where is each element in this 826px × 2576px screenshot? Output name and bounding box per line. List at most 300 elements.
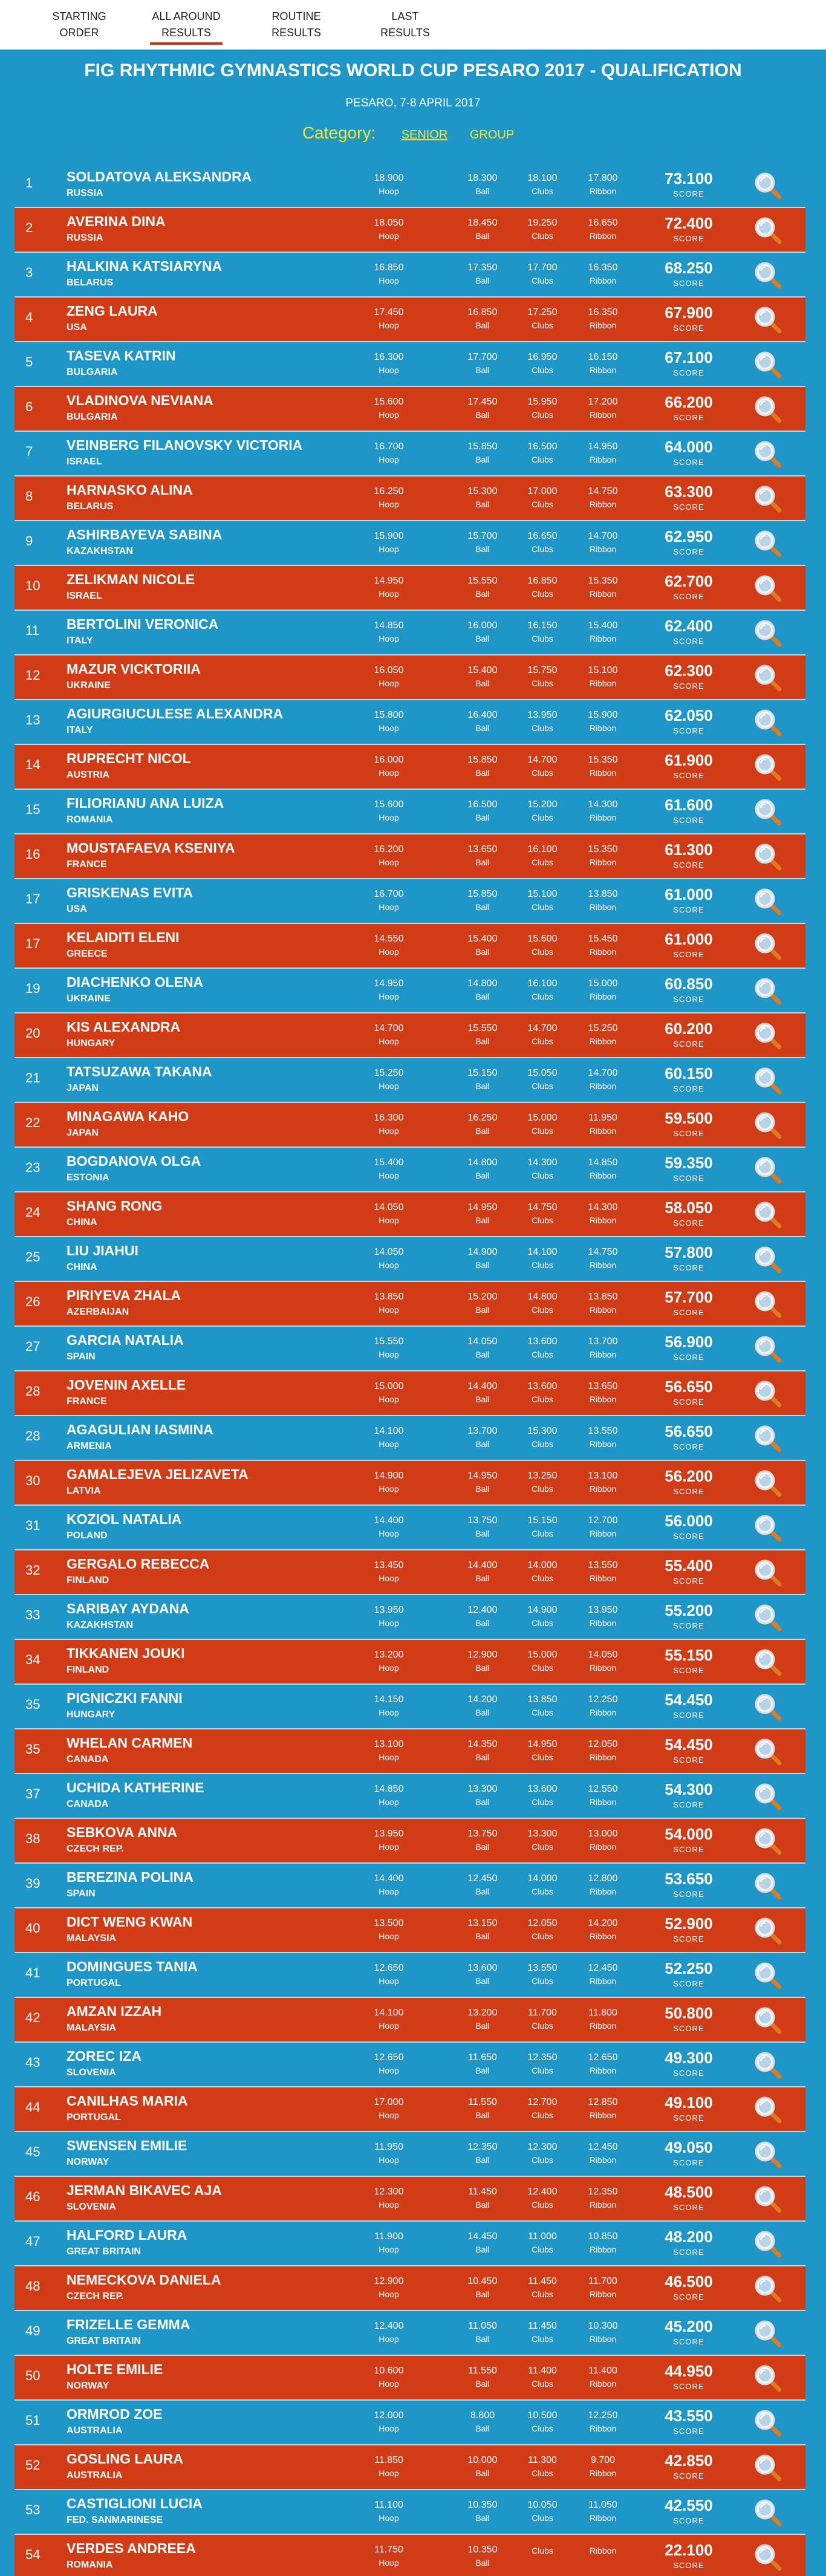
hoop-score: 12.650 [374,2052,404,2063]
hoop-label: Hoop [379,365,399,375]
detail-button[interactable] [753,2185,782,2214]
ribbon-label: Ribbon [589,2245,617,2254]
clubs-label: Clubs [532,2021,553,2031]
gymnast-name[interactable]: ZELIKMAN NICOLE [67,571,195,587]
category-group-link[interactable]: GROUP [469,128,515,141]
ribbon-label: Ribbon [589,410,617,420]
ball-score: 10.350 [467,2545,498,2555]
ribbon-score: 13.700 [588,1336,618,1347]
clubs-label: Clubs [532,276,553,285]
gymnast-name[interactable]: BOGDANOVA OLGA [67,1153,201,1169]
hoop-score: 14.850 [374,620,404,631]
ribbon-score: 15.400 [588,620,618,631]
ribbon-score-cell [576,2186,630,2211]
gymnast-name[interactable]: SARIBAY AYDANA [67,1601,189,1616]
detail-button[interactable] [753,395,782,424]
hoop-label: Hoop [379,410,399,420]
gymnast-name[interactable]: ZENG LAURA [67,303,158,319]
detail-button[interactable] [753,261,782,290]
gymnast-name[interactable]: JOVENIN AXELLE [67,1377,186,1393]
gymnast-name[interactable]: JERMAN BIKAVEC AJA [67,2182,222,2198]
hoop-score: 14.550 [374,934,404,944]
hoop-score-cell [362,1604,416,1630]
total-score: 67.900 [665,304,713,322]
gymnast-name[interactable]: GARCIA NATALIA [67,1332,184,1348]
detail-button[interactable] [753,350,782,379]
detail-button[interactable] [753,1200,782,1229]
clubs-score-cell [515,486,570,511]
clubs-score: 12.400 [527,2187,558,2197]
rank: 7 [25,444,33,459]
nation: HUNGARY [67,1709,115,1720]
detail-button[interactable] [753,1916,782,1945]
detail-button[interactable] [753,2498,782,2527]
top-navigation [0,0,826,50]
magnifier-icon [753,932,782,961]
rank: 5 [25,354,33,369]
ribbon-label: Ribbon [589,2513,617,2523]
gymnast-name[interactable]: KIS ALEXANDRA [67,1019,181,1035]
gymnast-name[interactable]: AVERINA DINA [67,213,166,229]
detail-button[interactable] [753,663,782,692]
detail-button[interactable] [753,1469,782,1498]
hoop-label: Hoop [379,2379,399,2389]
rank: 45 [25,2144,41,2159]
hoop-label: Hoop [379,678,399,688]
total-score-cell [655,929,722,961]
total-score-cell [655,437,722,469]
detail-button[interactable] [753,2140,782,2169]
clubs-score: 19.250 [527,218,558,228]
total-score-cell [655,1422,722,1453]
gymnast-name[interactable]: TATSUZAWA TAKANA [67,1064,212,1079]
detail-button[interactable] [753,305,782,334]
detail-button[interactable] [753,1111,782,1140]
tab-routine-results[interactable]: ROUTINE RESULTS [272,10,321,39]
detail-button[interactable] [753,753,782,782]
detail-button[interactable] [753,932,782,961]
result-row [15,1148,805,1192]
gymnast-name[interactable]: VERDES ANDREEA [67,2540,196,2556]
hoop-score-cell [362,1067,416,1093]
clubs-label: Clubs [532,589,553,599]
tab-starting-order[interactable]: STARTING ORDER [52,10,106,39]
rank: 1 [25,175,33,190]
gymnast-name[interactable]: BEREZINA POLINA [67,1869,193,1885]
detail-button[interactable] [753,842,782,871]
clubs-label: Clubs [532,1260,553,1270]
detail-button[interactable] [753,2319,782,2348]
nation: ROMANIA [67,815,113,825]
rank: 14 [25,757,41,772]
hoop-label: Hoop [379,768,399,778]
magnifier-icon [753,1782,782,1811]
gymnast-name[interactable]: TASEVA KATRIN [67,348,176,363]
clubs-label: Clubs [532,1081,553,1091]
result-row [15,924,805,969]
gymnast-name[interactable]: VLADINOVA NEVIANA [67,392,213,408]
hoop-score: 13.100 [374,1739,404,1749]
hoop-label: Hoop [379,2513,399,2523]
nation: CZECH REP. [67,1844,124,1854]
rank: 28 [25,1428,41,1443]
detail-button[interactable] [753,2453,782,2482]
score-label: SCORE [673,2203,704,2212]
result-row [15,2043,805,2087]
detail-button[interactable] [753,2095,782,2124]
ribbon-label: Ribbon [589,947,617,957]
result-row [15,2132,805,2177]
nation: GREECE [67,949,108,959]
total-score: 56.650 [665,1422,713,1440]
detail-button[interactable] [753,574,782,603]
hoop-score: 13.500 [374,1918,404,1928]
clubs-score: 15.300 [527,1426,558,1436]
detail-button[interactable] [753,1156,782,1185]
ball-label: Ball [475,455,490,464]
rank: 49 [25,2323,41,2338]
clubs-score: 16.100 [527,978,558,989]
hoop-score: 18.900 [374,173,404,183]
clubs-score-cell [515,2454,570,2480]
hoop-score-cell [362,2231,416,2256]
ball-score: 15.850 [467,441,498,452]
total-score: 68.250 [665,259,713,277]
ball-score-cell [455,1291,510,1316]
hoop-score: 12.650 [374,1963,404,1973]
ribbon-score-cell [576,1694,630,1719]
gymnast-name[interactable]: VEINBERG FILANOVSKY VICTORIA [67,437,303,453]
total-score: 60.200 [665,1020,713,1038]
hoop-score-cell [362,2275,416,2301]
clubs-label: Clubs [532,2155,553,2165]
rank: 51 [25,2413,41,2428]
detail-button[interactable] [753,1335,782,1364]
detail-button[interactable] [753,977,782,1006]
gymnast-name[interactable]: DOMINGUES TANIA [67,1959,198,1974]
clubs-score-cell [515,978,570,1003]
hoop-label: Hoop [379,320,399,330]
hoop-label: Hoop [379,723,399,733]
clubs-score-cell [515,217,570,242]
detail-button[interactable] [753,1827,782,1856]
ball-score: 17.350 [467,262,498,273]
nation: AUSTRIA [67,770,110,780]
ball-score-cell [455,351,510,377]
detail-button[interactable] [753,1648,782,1677]
total-score: 43.550 [665,2407,713,2425]
detail-button[interactable] [753,798,782,827]
hoop-label: Hoop [379,1529,399,1538]
category-senior-link[interactable]: SENIOR [401,128,448,141]
hoop-score-cell [362,2454,416,2480]
gymnast-name[interactable]: ASHIRBAYEVA SABINA [67,527,223,542]
gymnast-name[interactable]: SWENSEN EMILIE [67,2138,187,2153]
clubs-score: 13.600 [527,1336,558,1347]
clubs-score: 15.050 [527,1068,558,1078]
hoop-label: Hoop [379,1126,399,1136]
detail-button[interactable] [753,2006,782,2035]
gymnast-name[interactable]: GRISKENAS EVITA [67,885,193,900]
gymnast-name[interactable]: MAZUR VICKTORIIA [67,661,201,677]
gymnast-name[interactable]: WHELAN CARMEN [67,1735,193,1751]
detail-button[interactable] [753,2230,782,2259]
ribbon-label: Ribbon [589,1126,617,1136]
clubs-score: 13.850 [527,1694,558,1705]
gymnast-name[interactable]: AMZAN IZZAH [67,2003,162,2019]
result-row [15,1237,805,1282]
nation: CZECH REP. [67,2291,124,2301]
gymnast-name[interactable]: HOLTE EMILIE [67,2361,163,2377]
detail-button[interactable] [753,484,782,513]
clubs-score: 17.700 [527,262,558,273]
clubs-score-cell [515,351,570,377]
gymnast-name[interactable]: KOZIOL NATALIA [67,1511,182,1527]
rank: 54 [25,2547,41,2562]
clubs-label: Clubs [532,1484,553,1494]
detail-button[interactable] [753,1290,782,1319]
ball-label: Ball [475,2200,490,2210]
detail-button[interactable] [753,2364,782,2393]
gymnast-name[interactable]: SHANG RONG [67,1198,163,1214]
ball-score-cell [455,2186,510,2211]
total-score: 60.150 [665,1064,713,1082]
detail-button[interactable] [753,1066,782,1095]
detail-button[interactable] [753,887,782,916]
ribbon-score-cell [576,709,630,735]
rank: 46 [25,2189,41,2204]
gymnast-name[interactable]: AGIURGIUCULESE ALEXANDRA [67,706,284,721]
clubs-score-cell [515,2275,570,2301]
ball-score-cell [455,620,510,645]
ball-score: 14.400 [467,1381,498,1391]
magnifier-icon [753,1693,782,1722]
detail-button[interactable] [753,1379,782,1408]
ball-score-cell [455,709,510,735]
result-row [15,1998,805,2043]
ribbon-label: Ribbon [589,2110,617,2120]
clubs-score-cell [515,1381,570,1406]
ribbon-score: 13.000 [588,1829,618,1839]
hoop-score-cell [362,1336,416,1361]
nation: ROMANIA [67,2560,113,2570]
total-score: 54.450 [665,1735,713,1754]
detail-button[interactable] [753,708,782,737]
gymnast-name[interactable]: FRIZELLE GEMMA [67,2317,190,2332]
score-label: SCORE [673,860,704,870]
hoop-score: 13.950 [374,1605,404,1615]
gymnast-name[interactable]: RUPRECHT NICOL [67,750,191,766]
ribbon-label: Ribbon [589,1305,617,1315]
rank: 37 [25,1786,41,1801]
gymnast-name[interactable]: SEBKOVA ANNA [67,1824,178,1840]
rank: 24 [25,1205,41,1220]
ribbon-label: Ribbon [589,1394,617,1404]
gymnast-name[interactable]: GOSLING LAURA [67,2451,183,2467]
ball-label: Ball [475,2245,490,2254]
detail-button[interactable] [753,1961,782,1990]
hoop-label: Hoop [379,2289,399,2299]
result-row [15,2401,805,2445]
ball-label: Ball [475,857,490,867]
detail-button[interactable] [753,171,782,200]
score-label: SCORE [673,1890,704,1899]
ribbon-score-cell [576,754,630,779]
gymnast-name[interactable]: DICT WENG KWAN [67,1914,193,1930]
detail-button[interactable] [753,1782,782,1811]
detail-button[interactable] [753,2543,782,2572]
total-score: 54.450 [665,1691,713,1709]
gymnast-name[interactable]: ORMROD ZOE [67,2406,163,2422]
detail-button[interactable] [753,1245,782,1274]
detail-button[interactable] [753,1021,782,1050]
gymnast-name[interactable]: NEMECKOVA DANIELA [67,2272,221,2288]
magnifier-icon [753,395,782,424]
detail-button[interactable] [753,1872,782,1901]
ball-label: Ball [475,320,490,330]
gymnast-name[interactable]: FILIORIANU ANA LUIZA [67,795,224,811]
detail-button[interactable] [753,619,782,648]
total-score: 50.800 [665,2004,713,2022]
detail-button[interactable] [753,1424,782,1453]
tab-all-around-results[interactable]: ALL AROUND RESULTS [150,8,223,45]
gymnast-name[interactable]: ZOREC IZA [67,2048,141,2064]
score-label: SCORE [673,1442,704,1451]
ribbon-score: 15.250 [588,1023,618,1033]
total-score: 52.250 [665,1959,713,1977]
ball-score-cell [455,2365,510,2390]
detail-button[interactable] [753,2274,782,2303]
clubs-score-cell [515,754,570,779]
gymnast-name[interactable]: MINAGAWA KAHO [67,1108,189,1124]
ball-score: 15.400 [467,934,498,944]
magnifier-icon [753,1021,782,1050]
gymnast-name[interactable]: HALKINA KATSIARYNA [67,258,223,274]
ball-score-cell [455,1112,510,1137]
total-score-cell [655,1377,722,1408]
ribbon-score-cell [576,575,630,600]
detail-button[interactable] [753,529,782,558]
ribbon-score-cell [576,1067,630,1093]
clubs-score: 12.050 [527,1918,558,1928]
gymnast-name[interactable]: CASTIGLIONI LUCIA [67,2496,203,2511]
clubs-label: Clubs [532,857,553,867]
magnifier-icon [753,2498,782,2527]
ribbon-score: 16.150 [588,352,618,362]
gymnast-name[interactable]: UCHIDA KATHERINE [67,1780,204,1795]
ribbon-score: 14.850 [588,1157,618,1168]
detail-button[interactable] [753,1693,782,1722]
hoop-label: Hoop [379,1439,399,1449]
magnifier-icon [753,171,782,200]
rank: 27 [25,1339,41,1354]
magnifier-icon [753,1961,782,1990]
hoop-score-cell [362,620,416,645]
hoop-score-cell [362,1202,416,1227]
gymnast-name[interactable]: BERTOLINI VERONICA [67,616,219,632]
ball-score-cell [455,2096,510,2122]
ball-label: Ball [475,410,490,420]
ball-score: 10.450 [467,2276,498,2286]
detail-button[interactable] [753,1737,782,1766]
ribbon-score-cell [576,1202,630,1227]
ball-score-cell [455,1962,510,1988]
magnifier-icon [753,708,782,737]
ribbon-label: Ribbon [589,813,617,822]
ball-score: 11.650 [468,2052,497,2063]
ribbon-score: 17.800 [588,173,618,183]
gymnast-name[interactable]: DIACHENKO OLENA [67,974,204,990]
clubs-score-cell [515,933,570,958]
ribbon-score: 14.750 [588,486,618,496]
gymnast-name[interactable]: PIRIYEVA ZHALA [67,1287,181,1303]
hoop-score-cell [362,799,416,824]
gymnast-name[interactable]: AGAGULIAN IASMINA [67,1422,213,1437]
hoop-score-cell [362,441,416,466]
nation: AUSTRALIA [67,2470,123,2480]
detail-button[interactable] [753,216,782,245]
gymnast-name[interactable]: KELAIDITI ELENI [67,929,180,945]
clubs-score: 14.950 [527,1739,558,1749]
magnifier-icon [753,1156,782,1185]
hoop-score: 13.200 [374,1650,404,1660]
ball-score: 17.700 [467,352,498,362]
total-score: 53.650 [665,1870,713,1888]
result-row [15,566,805,611]
hoop-label: Hoop [379,544,399,554]
tab-last-results[interactable]: LAST RESULTS [380,10,430,39]
gymnast-name[interactable]: HALFORD LAURA [67,2227,187,2243]
ribbon-label: Ribbon [589,902,617,912]
hoop-score-cell [362,1515,416,1540]
clubs-score: 14.700 [527,1023,558,1033]
gymnast-name[interactable]: TIKKANEN JOUKI [67,1645,185,1661]
detail-button[interactable] [753,2051,782,2080]
detail-button[interactable] [753,1558,782,1587]
clubs-score: 15.100 [527,889,558,899]
ribbon-label: Ribbon [589,544,617,554]
detail-button[interactable] [753,1514,782,1543]
ball-score-cell [455,844,510,869]
nation: SPAIN [67,1351,96,1362]
gymnast-name[interactable]: SOLDATOVA ALEKSANDRA [67,169,252,184]
ribbon-score-cell [576,1023,630,1048]
detail-button[interactable] [753,1603,782,1632]
gymnast-name[interactable]: CANILHAS MARIA [67,2093,188,2109]
total-score-cell [655,482,722,513]
detail-button[interactable] [753,440,782,469]
clubs-score: 11.000 [528,2231,557,2242]
clubs-score-cell [515,1291,570,1316]
ribbon-score-cell [576,2544,630,2557]
gymnast-name[interactable]: GERGALO REBECCA [67,1556,210,1572]
ribbon-score: 15.100 [588,665,618,675]
gymnast-name[interactable]: MOUSTAFAEVA KSENIYA [67,840,235,856]
gymnast-name[interactable]: GAMALEJEVA JELIZAVETA [67,1466,249,1482]
gymnast-name[interactable]: HARNASKO ALINA [67,482,193,498]
gymnast-name[interactable]: PIGNICZKI FANNI [67,1690,183,1706]
gymnast-name[interactable]: LIU JIAHUI [67,1243,138,1258]
rank: 53 [25,2502,41,2517]
clubs-score-cell [515,575,570,600]
ribbon-label: Ribbon [589,1887,617,1896]
ribbon-score: 14.750 [588,1247,618,1257]
detail-button[interactable] [753,2408,782,2438]
nation: MALAYSIA [67,2023,117,2033]
total-score: 72.400 [665,214,713,232]
nation: ISRAEL [67,591,102,601]
ribbon-label: Ribbon [589,768,617,778]
